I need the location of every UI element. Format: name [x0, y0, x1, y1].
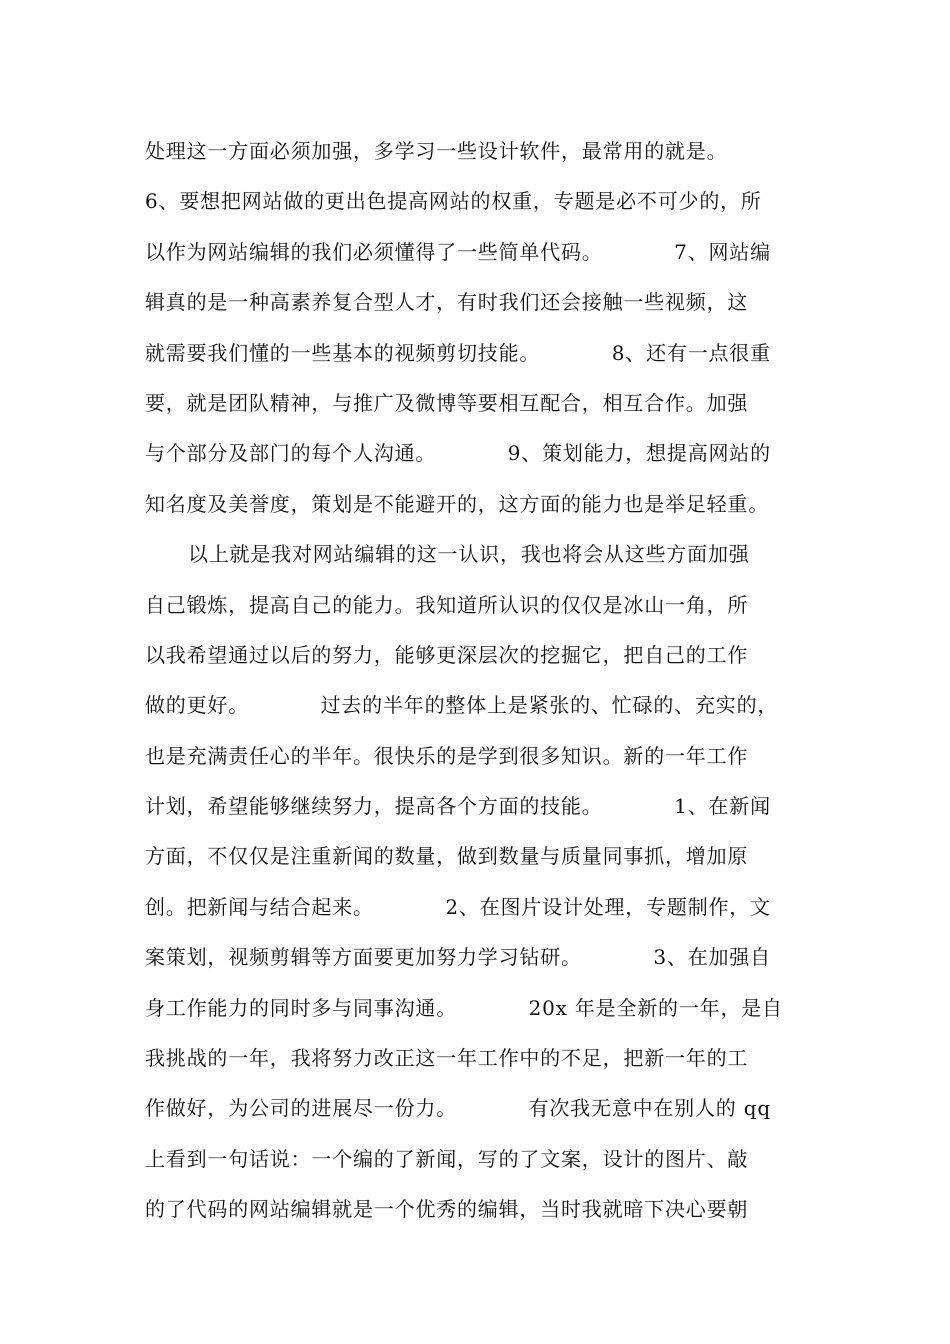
- text-line: 以上就是我对网站编辑的这一认识，我也将会从这些方面加强: [145, 542, 750, 567]
- text-line: 就需要我们懂的一些基本的视频剪切技能。 8、还有一点很重: [145, 340, 771, 365]
- text-line: 创。把新闻与结合起来。 2、在图片设计处理，专题制作，文: [145, 894, 771, 919]
- text-line: 以作为网站编辑的我们必须懂得了一些简单代码。 7、网站编: [145, 239, 771, 264]
- text-line: 与个部分及部门的每个人沟通。 9、策划能力，想提高网站的: [145, 441, 771, 466]
- text-line: 也是充满责任心的半年。很快乐的是学到很多知识。新的一年工作: [145, 743, 749, 768]
- text-line: 案策划，视频剪辑等方面要更加努力学习钻研。 3、在加强自: [145, 945, 771, 970]
- text-line: 上看到一句话说：一个编的了新闻，写的了文案，设计的图片、敲: [145, 1146, 749, 1171]
- text-line: 作做好，为公司的进展尽一份力。 有次我无意中在别人的 qq: [145, 1096, 771, 1121]
- text-line: 处理这一方面必须加强，多学习一些设计软件，最常用的就是。: [145, 139, 728, 163]
- text-line: 的了代码的网站编辑就是一个优秀的编辑，当时我就暗下决心要朝: [145, 1197, 749, 1222]
- text-line: 方面，不仅仅是注重新闻的数量，做到数量与质量同事抓，增加原: [145, 844, 749, 869]
- text-line: 做的更好。 过去的半年的整体上是紧张的、忙碌的、充实的，: [145, 693, 779, 718]
- text-line: 知名度及美誉度，策划是不能避开的，这方面的能力也是举足轻重。: [145, 491, 769, 516]
- text-line: 6、要想把网站做的更出色提高网站的权重，专题是必不可少的，所: [145, 189, 762, 214]
- text-line: 计划，希望能够继续努力，提高各个方面的技能。 1、在新闻: [145, 794, 771, 819]
- text-line: 辑真的是一种高素养复合型人才，有时我们还会接触一些视频，这: [145, 290, 749, 315]
- text-line: 自己锻炼，提高自己的能力。我知道所认识的仅仅是冰山一角，所: [145, 592, 749, 617]
- text-line: 我挑战的一年，我将努力改正这一年工作中的不足，把新一年的工: [145, 1046, 749, 1071]
- text-line: 以我希望通过以后的努力，能够更深层次的挖掘它，把自己的工作: [145, 642, 749, 667]
- text-line: 要，就是团队精神，与推广及微博等要相互配合，相互合作。加强: [145, 390, 749, 415]
- text-line: 身工作能力的同时多与同事沟通。 20x 年是全新的一年，是自: [145, 995, 783, 1020]
- body-text: [145, 126, 825, 1235]
